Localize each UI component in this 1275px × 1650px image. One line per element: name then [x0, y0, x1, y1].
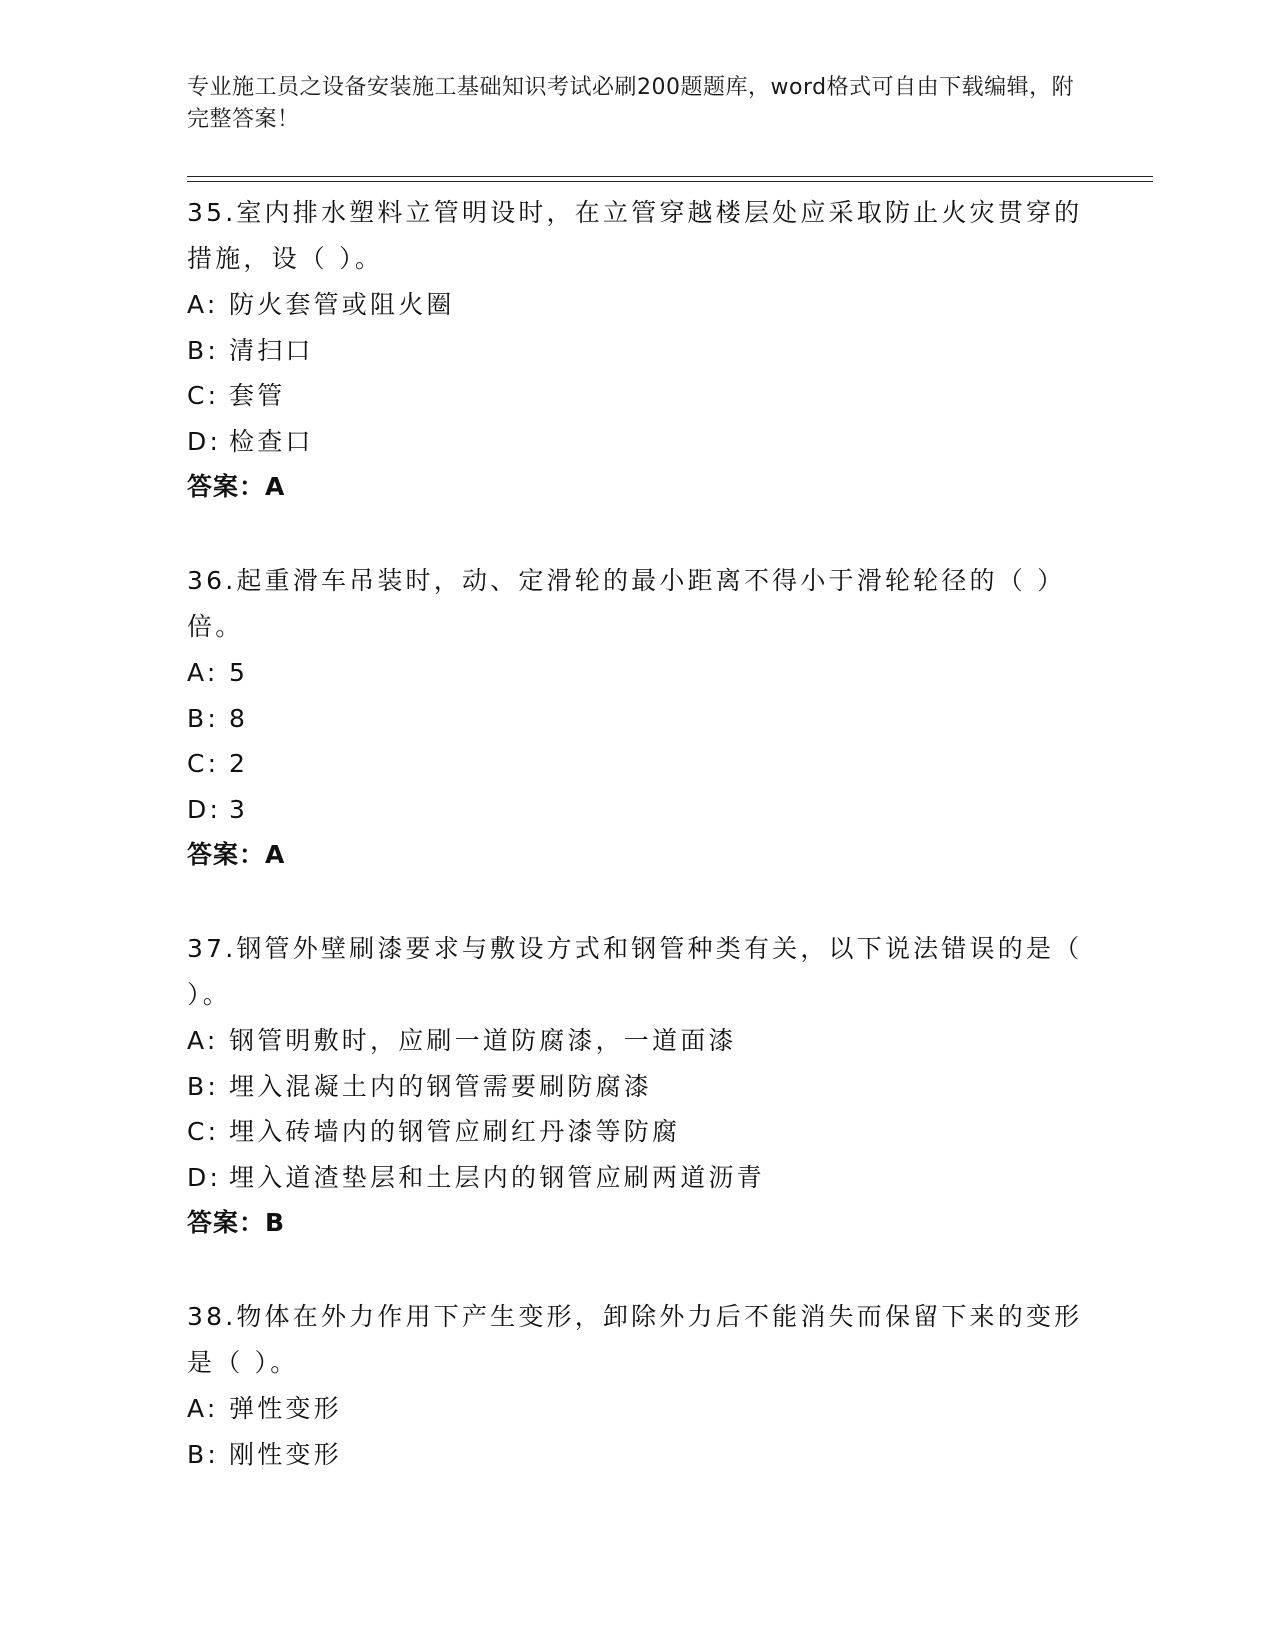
option-b — [187, 696, 1087, 742]
option-text: 埋入砖墙内的钢管应刷红丹漆等防腐 — [229, 1117, 681, 1146]
option-text: 弹性变形 — [229, 1394, 342, 1423]
question-37 — [187, 926, 1087, 1246]
header-divider-bottom — [187, 181, 1153, 182]
question-list — [187, 190, 1087, 1525]
option-d — [187, 419, 1087, 465]
option-text: 刚性变形 — [229, 1439, 342, 1469]
option-key: A: — [187, 290, 219, 319]
option-key: D: — [187, 794, 222, 824]
question-35 — [187, 190, 1087, 510]
option-text: 5 — [229, 658, 249, 687]
option-key: D: — [187, 426, 222, 456]
option-key: A: — [187, 1394, 219, 1423]
answer-line: 答案：A — [187, 840, 286, 869]
option-key: D: — [187, 1162, 222, 1192]
option-c — [187, 741, 1087, 787]
option-a — [187, 282, 1087, 328]
option-text: 埋入混凝土内的钢管需要刷防腐漆 — [229, 1071, 653, 1101]
option-b — [187, 1064, 1087, 1110]
option-a — [187, 1386, 1087, 1432]
option-key: A: — [187, 658, 219, 687]
option-b — [187, 1432, 1087, 1478]
question-stem: 35.室内排水塑料立管明设时，在立管穿越楼层处应采取防止火灾贯穿的措施，设（ ）。 — [187, 198, 1083, 273]
option-c — [187, 1109, 1087, 1155]
answer-line: 答案：A — [187, 472, 286, 501]
option-text: 检查口 — [229, 426, 314, 456]
document-header-title: 专业施工员之设备安装施工基础知识考试必刷200题题库，word格式可自由下载编辑，附完整答案！ — [187, 75, 1075, 132]
option-text: 套管 — [229, 381, 286, 410]
question-stem: 37.钢管外壁刷漆要求与敷设方式和钢管种类有关，以下说法错误的是（ ）。 — [187, 934, 1083, 1009]
option-key: C: — [187, 381, 220, 410]
option-key: B: — [187, 1439, 219, 1469]
answer-line: 答案：B — [187, 1208, 286, 1237]
option-text: 清扫口 — [229, 335, 314, 365]
option-text: 3 — [229, 794, 249, 824]
option-key: B: — [187, 1071, 219, 1101]
question-stem: 38.物体在外力作用下产生变形，卸除外力后不能消失而保留下来的变形是（ ）。 — [187, 1302, 1083, 1377]
option-key: C: — [187, 749, 220, 778]
option-d — [187, 787, 1087, 833]
option-b — [187, 328, 1087, 374]
question-36 — [187, 558, 1087, 878]
option-text: 钢管明敷时，应刷一道防腐漆，一道面漆 — [229, 1026, 737, 1055]
option-key: A: — [187, 1026, 219, 1055]
question-stem: 36.起重滑车吊装时，动、定滑轮的最小距离不得小于滑轮轮径的（ ）倍。 — [187, 566, 1066, 641]
option-a — [187, 650, 1087, 696]
option-text: 埋入道渣垫层和土层内的钢管应刷两道沥青 — [229, 1162, 765, 1192]
option-text: 防火套管或阻火圈 — [229, 290, 455, 319]
question-38 — [187, 1294, 1087, 1477]
option-c — [187, 373, 1087, 419]
option-text: 2 — [229, 749, 249, 778]
option-a — [187, 1018, 1087, 1064]
header-divider-top — [187, 176, 1153, 177]
option-key: C: — [187, 1117, 220, 1146]
option-key: B: — [187, 335, 219, 365]
option-text: 8 — [229, 703, 249, 733]
option-key: B: — [187, 703, 219, 733]
option-d — [187, 1155, 1087, 1201]
